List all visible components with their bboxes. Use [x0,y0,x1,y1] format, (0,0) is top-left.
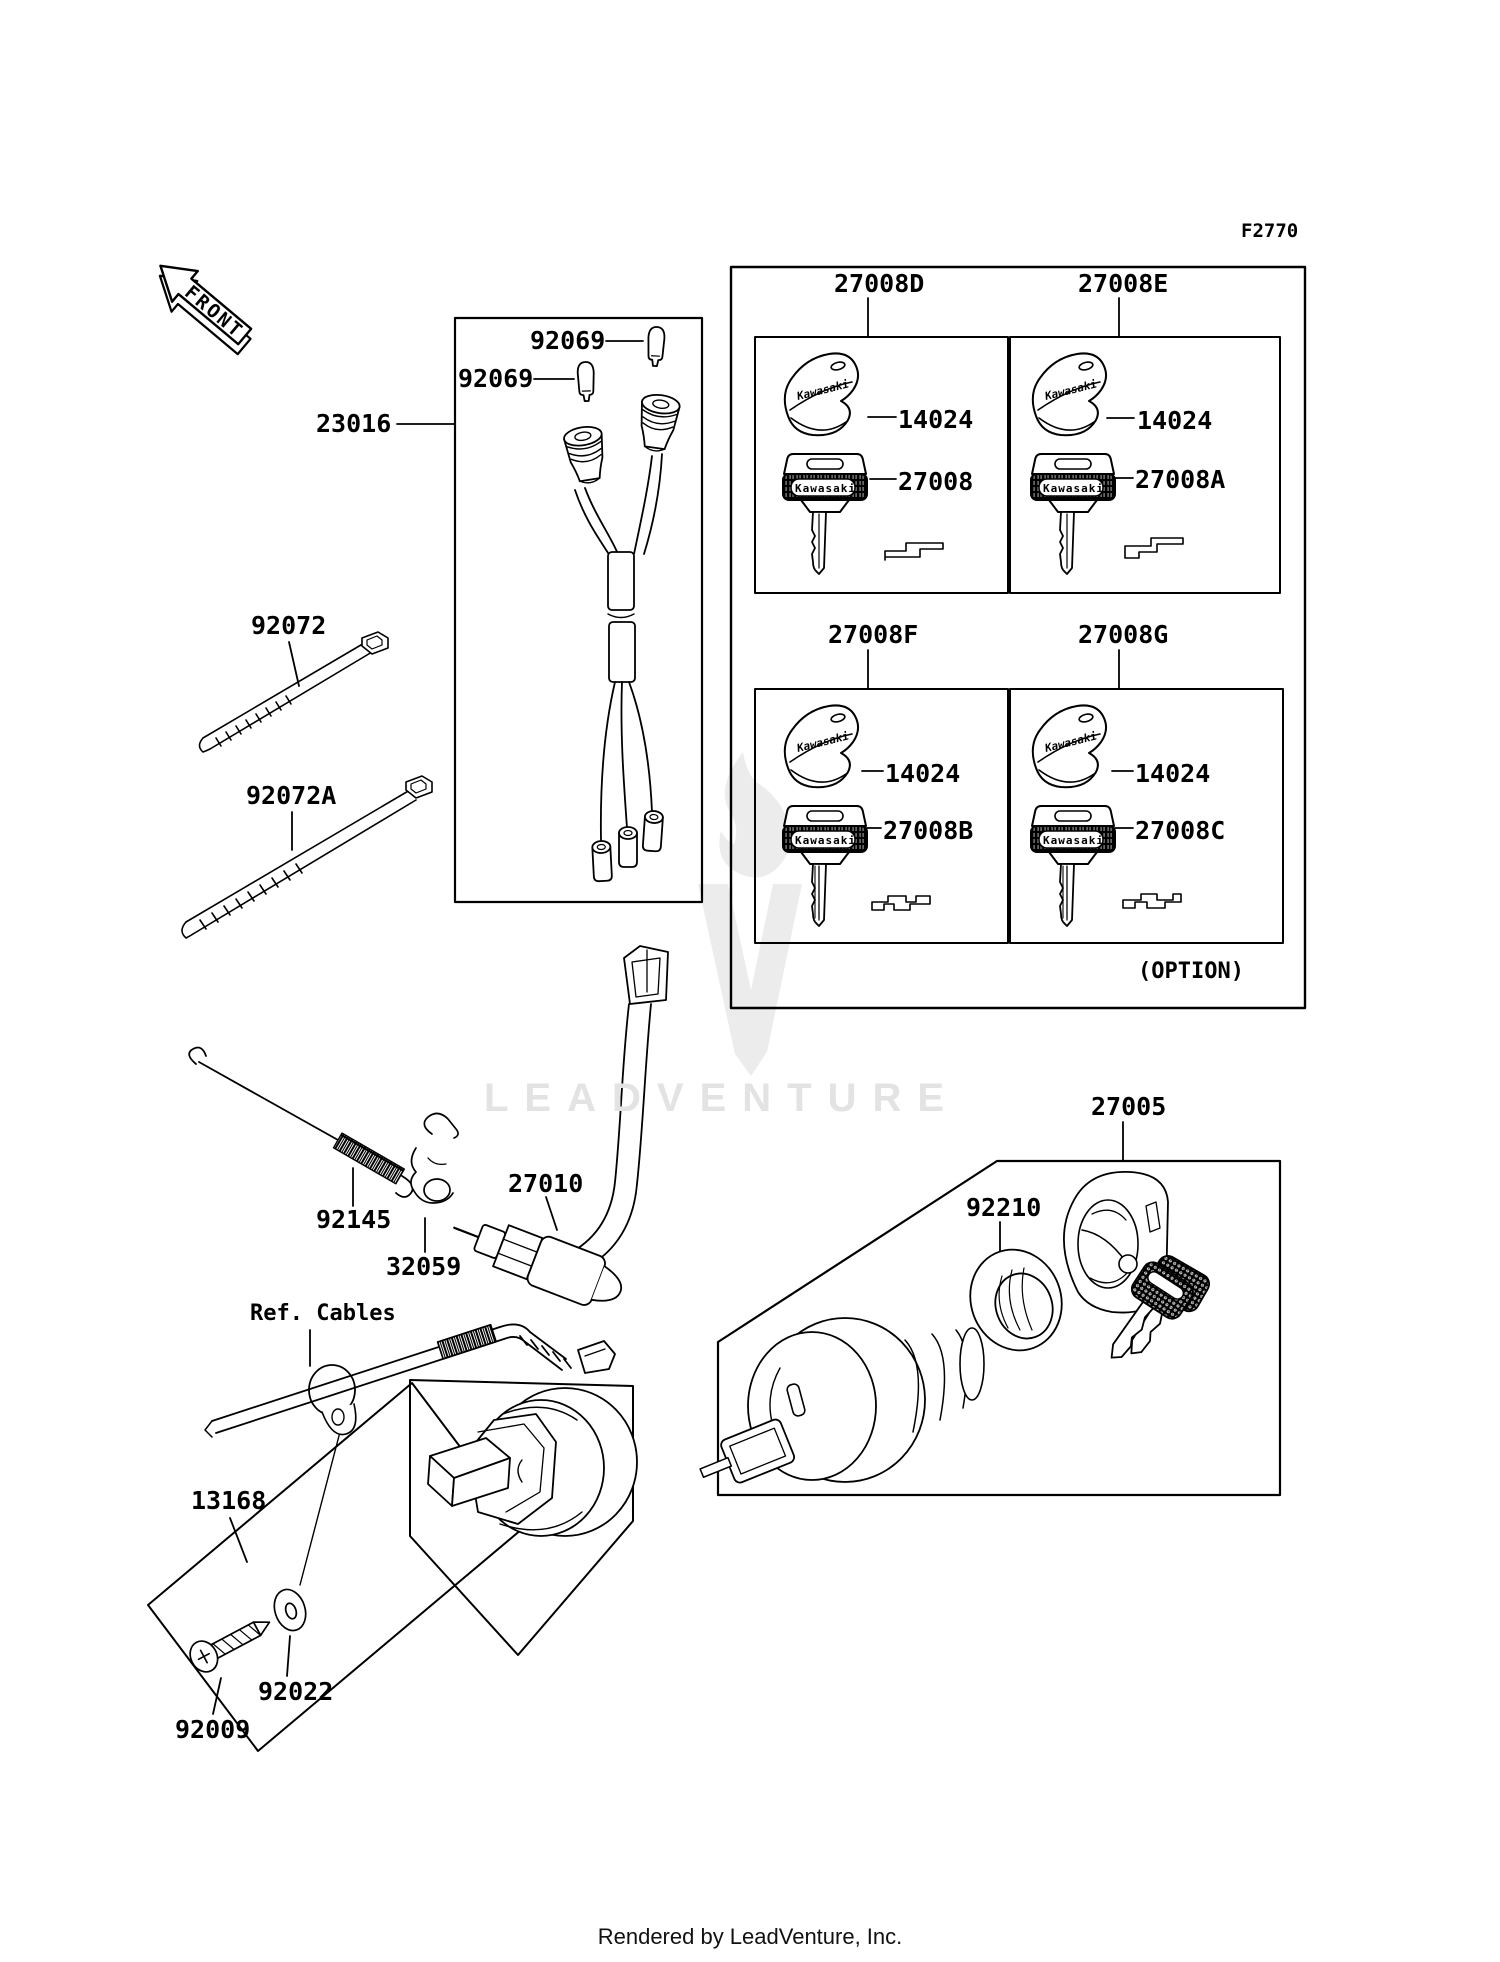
watermark-text: LEADVENTURE [484,1076,961,1120]
wiring-harness-23016 [563,327,681,882]
bulb-92069-lower [577,362,594,402]
knob-brand-text: Kawasaki [1043,729,1099,755]
washer-92022 [269,1585,311,1634]
label-spring-92145: 92145 [316,1205,392,1234]
toggle-switch-drawing [428,1388,637,1536]
footer-credit: Rendered by LeadVenture, Inc. [597,1924,903,1949]
label-knob-14024-f: 14024 [885,759,961,788]
label-knob-14024-g: 14024 [1135,759,1211,788]
knob-brand-text: Kawasaki [795,729,851,755]
key-cut-profile [885,543,943,560]
label-blank-27008B: 27008B [883,816,974,845]
label-assembly-27008D: 27008D [834,269,925,298]
label-blank-27008A: 27008A [1135,465,1226,494]
label-blank-27008C: 27008C [1135,816,1226,845]
label-ignition-27005: 27005 [1091,1092,1167,1121]
leadventure-logo-watermark [698,752,802,1076]
label-knob-14024-e: 14024 [1137,406,1213,435]
key-cut-profile [1123,894,1181,908]
label-assembly-27008F: 27008F [828,620,919,649]
screw-92009 [185,1608,277,1677]
label-bulb-92069-upper: 92069 [530,326,606,355]
front-direction-arrow [142,250,262,361]
label-blank-27008: 27008 [898,467,974,496]
label-bulb-92069-lower: 92069 [458,364,534,393]
label-assembly-27008E: 27008E [1078,269,1169,298]
knob-brand-text: Kawasaki [795,377,851,403]
label-band-92072A: 92072A [246,781,337,810]
key-brand-text: Kawasaki [795,834,856,847]
cable-band-92072 [200,632,389,752]
return-spring-92145 [189,1048,413,1197]
knob-brand-text: Kawasaki [1043,377,1099,403]
label-screw-92009: 92009 [175,1715,251,1744]
neutral-switch-27010 [445,946,668,1316]
label-ref-cables: Ref. Cables [250,1301,396,1326]
option-note: (OPTION) [1138,959,1244,984]
key-brand-text: Kawasaki [795,482,856,495]
label-band-92072: 92072 [251,611,327,640]
label-assembly-27008G: 27008G [1078,620,1169,649]
label-locknut-92210: 92210 [966,1193,1042,1222]
label-switch-27010: 27010 [508,1169,584,1198]
front-arrow-text: FRONT [180,281,248,343]
label-harness-23016: 23016 [316,409,392,438]
key-brand-text: Kawasaki [1043,482,1104,495]
leader-lines [213,298,1134,1714]
clamp-32059 [411,1113,458,1203]
label-clamp-32059: 32059 [386,1252,462,1281]
ignition-switch-assembly [693,1172,1212,1495]
label-knob-14024-d: 14024 [898,405,974,434]
label-bracket-13168: 13168 [191,1486,267,1515]
figure-code: F2770 [1241,220,1299,242]
bulb-92069-upper [647,327,665,367]
key-cut-profile [1125,538,1183,558]
label-washer-92022: 92022 [258,1677,334,1706]
key-cut-profile [872,896,930,910]
key-brand-text: Kawasaki [1043,834,1104,847]
